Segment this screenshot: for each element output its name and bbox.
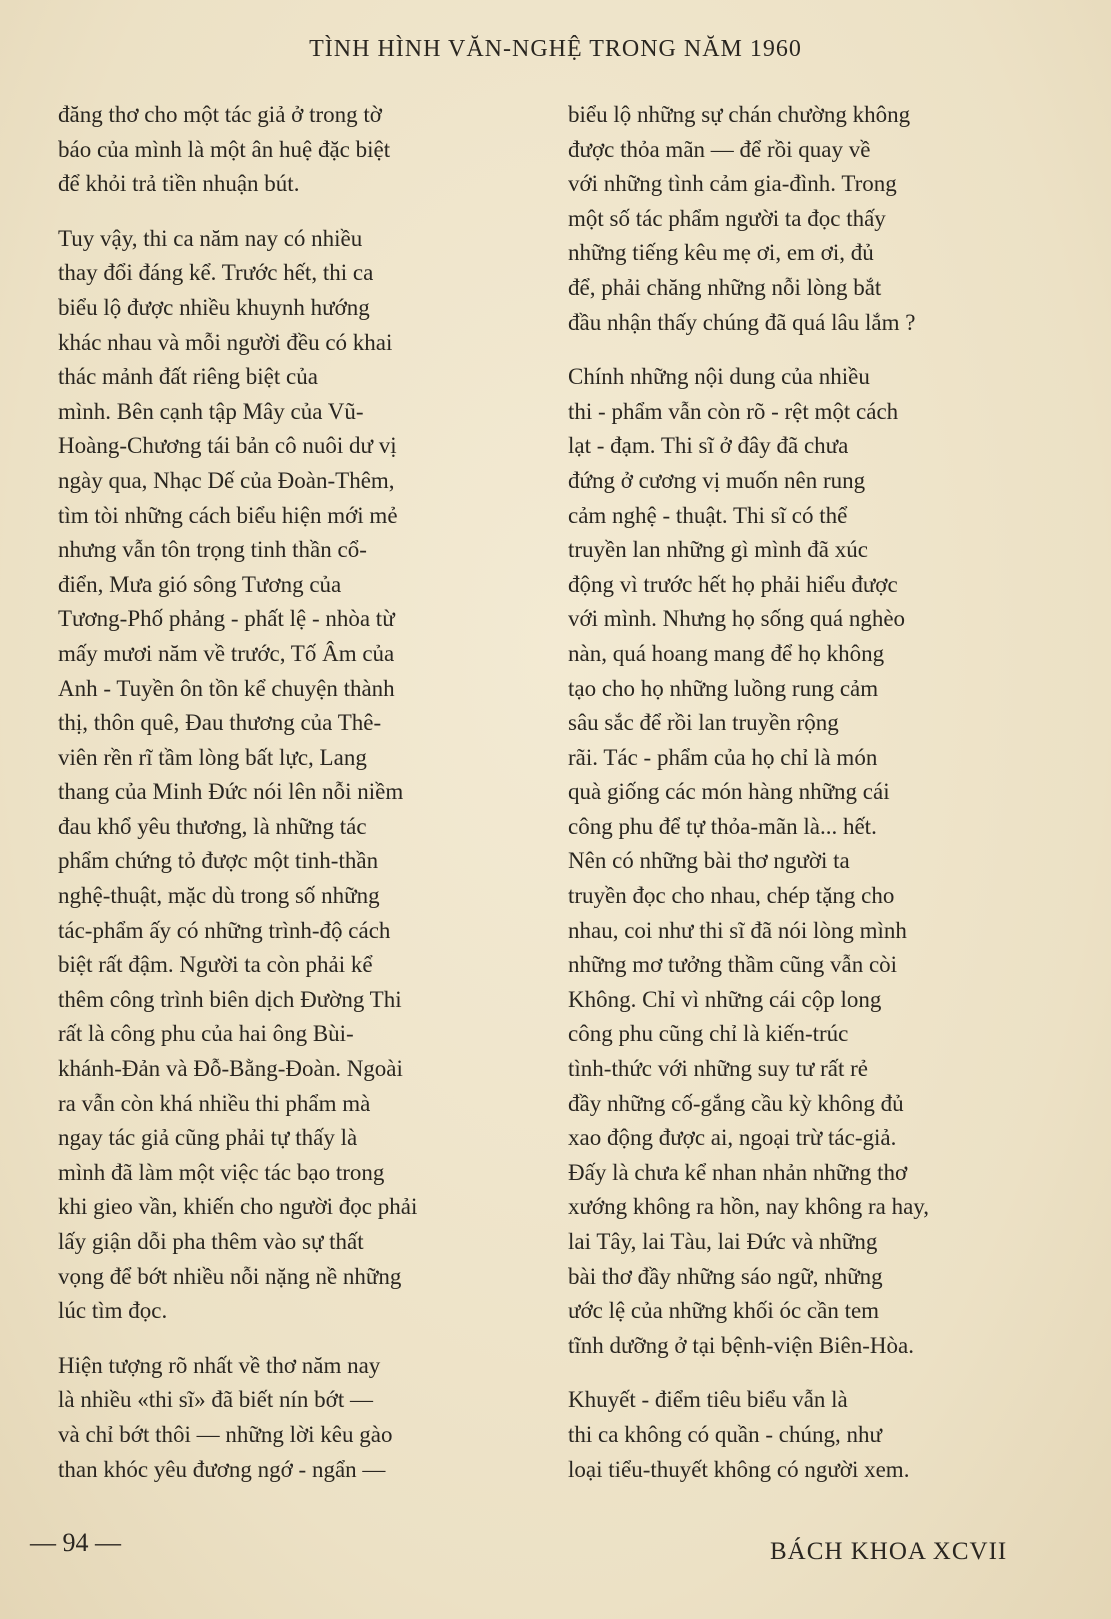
text-line: nghệ-thuật, mặc dù trong số những xyxy=(58,883,380,909)
text-line: ngay tác giả cũng phải tự thấy là xyxy=(58,1125,358,1151)
text-line: loại tiểu-thuyết không có người xem. xyxy=(568,1456,910,1482)
text-line: Khuyết - điểm tiêu biểu vẫn là xyxy=(568,1387,848,1413)
text-line: cảm nghệ - thuật. Thi sĩ có thể xyxy=(568,502,848,528)
text-line: ra vẫn còn khá nhiều thi phẩm mà xyxy=(58,1090,371,1116)
text-line: khánh-Đản và Đỗ-Bằng-Đoàn. Ngoài xyxy=(58,1056,403,1082)
text-line: thay đổi đáng kể. Trước hết, thi ca xyxy=(58,260,374,286)
text-line: bài thơ đầy những sáo ngữ, những xyxy=(568,1263,883,1289)
text-line: với mình. Nhưng họ sống quá nghèo xyxy=(568,606,906,632)
text-line: Không. Chỉ vì những cái cộp long xyxy=(568,986,882,1012)
text-line: rất là công phu của hai ông Bùi- xyxy=(58,1021,354,1047)
text-line: Đấy là chưa kể nhan nhản những thơ xyxy=(568,1159,908,1185)
text-line: Chính những nội dung của nhiều xyxy=(568,364,870,390)
paragraph xyxy=(58,1349,520,1487)
text-line: truyền lan những gì mình đã xúc xyxy=(568,537,868,563)
text-line: biểu lộ những sự chán chường không xyxy=(568,102,911,127)
text-line: ước lệ của những khối óc cần tem xyxy=(568,1298,880,1324)
text-line: lạt - đạm. Thi sĩ ở đây đã chưa xyxy=(568,433,849,459)
text-line: tìm tòi những cách biểu hiện mới mẻ xyxy=(58,502,398,528)
text-line: thị, thôn quê, Đau thương của Thê- xyxy=(58,710,382,736)
text-line: thác mảnh đất riêng biệt của xyxy=(58,364,318,390)
text-line: Hiện tượng rõ nhất về thơ năm nay xyxy=(58,1352,381,1378)
text-line: rãi. Tác - phẩm của họ chỉ là món xyxy=(568,744,878,770)
right-column xyxy=(568,98,1056,1507)
text-line: vọng để bớt nhiều nỗi nặng nề những xyxy=(58,1263,402,1289)
text-line: Tuy vậy, thi ca năm nay có nhiều xyxy=(58,225,363,251)
text-line: thi - phẩm vẫn còn rõ - rệt một cách xyxy=(568,398,899,424)
text-line: biểu lộ được nhiều khuynh hướng xyxy=(58,294,370,320)
text-line: Anh - Tuyền ôn tồn kể chuyện thành xyxy=(58,675,395,701)
text-line: ngày qua, Nhạc Dế của Đoàn-Thêm, xyxy=(58,467,395,493)
text-line: nàn, quá hoang mang để họ không xyxy=(568,640,885,666)
text-line: nhau, coi như thi sĩ đã nói lòng mình xyxy=(568,917,907,943)
text-line: khác nhau và mỗi người đều có khai xyxy=(58,329,393,355)
text-line: thi ca không có quần - chúng, như xyxy=(568,1421,882,1447)
text-line: lai Tây, lai Tàu, lai Đức và những xyxy=(568,1229,878,1254)
text-line: và chỉ bớt thôi — những lời kêu gào xyxy=(58,1421,393,1447)
text-line: để khỏi trả tiền nhuận bút. xyxy=(58,171,300,197)
text-line: lúc tìm đọc. xyxy=(58,1298,168,1324)
text-line: điển, Mưa gió sông Tương của xyxy=(58,571,342,597)
text-line: báo của mình là một ân huệ đặc biệt xyxy=(58,136,391,162)
paragraph xyxy=(568,360,1056,1363)
paragraph xyxy=(58,222,520,1329)
text-line: công phu để tự thỏa-mãn là... hết. xyxy=(568,813,877,839)
text-line: truyền đọc cho nhau, chép tặng cho xyxy=(568,883,895,909)
text-line: phẩm chứng tỏ được một tinh-thần xyxy=(58,848,379,874)
text-line: được thỏa mãn — để rồi quay về xyxy=(568,136,871,162)
left-column xyxy=(58,98,520,1507)
text-line: tạo cho họ những luồng rung cảm xyxy=(568,675,879,701)
publication-footer: BÁCH KHOA XCVII xyxy=(770,1538,1008,1565)
text-line: tình-thức với những suy tư rất rẻ xyxy=(568,1056,868,1082)
text-line: những tiếng kêu mẹ ơi, em ơi, đủ xyxy=(568,240,874,266)
text-line: để, phải chăng những nỗi lòng bắt xyxy=(568,274,882,300)
text-line: lấy giận dỗi pha thêm vào sự thất xyxy=(58,1229,364,1254)
text-line: thêm công trình biên dịch Đường Thi xyxy=(58,986,402,1012)
text-line: khi gieo vần, khiến cho người đọc phải xyxy=(58,1194,418,1220)
text-line: xướng không ra hồn, nay không ra hay, xyxy=(568,1194,930,1220)
text-line: tác-phẩm ấy có những trình-độ cách xyxy=(58,917,391,943)
text-line: đầy những cố-gắng cầu kỳ không đủ xyxy=(568,1090,904,1116)
text-line: đau khổ yêu thương, là những tác xyxy=(58,813,367,839)
text-line: mình. Bên cạnh tập Mây của Vũ- xyxy=(58,398,364,424)
text-line: đăng thơ cho một tác giả ở trong tờ xyxy=(58,102,382,127)
text-line: than khóc yêu đương ngớ - ngẩn — xyxy=(58,1456,386,1482)
text-line: viên rền rĩ tầm lòng bất lực, Lang xyxy=(58,744,367,770)
text-line: đứng ở cương vị muốn nên rung xyxy=(568,467,866,493)
page-number: — 94 — xyxy=(30,1528,121,1557)
text-line: Tương-Phố phảng - phất lệ - nhòa từ xyxy=(58,606,395,632)
text-line: với những tình cảm gia-đình. Trong xyxy=(568,171,897,197)
paragraph xyxy=(58,98,520,202)
text-line: công phu cũng chỉ là kiến-trúc xyxy=(568,1021,849,1047)
text-line: sâu sắc để rồi lan truyền rộng xyxy=(568,710,839,736)
text-line: một số tác phẩm người ta đọc thấy xyxy=(568,205,886,231)
text-line: thang của Minh Đức nói lên nỗi niềm xyxy=(58,779,404,805)
paragraph xyxy=(568,1383,1056,1487)
text-line: Hoàng-Chương tái bản cô nuôi dư vị xyxy=(58,433,397,459)
text-line: mấy mươi năm về trước, Tố Âm của xyxy=(58,640,395,666)
text-line: những mơ tưởng thầm cũng vẫn còi xyxy=(568,952,898,978)
text-line: xao động được ai, ngoại trừ tác-giả. xyxy=(568,1125,897,1151)
text-line: mình đã làm một việc tác bạo trong xyxy=(58,1159,385,1185)
text-line: quà giống các món hàng những cái xyxy=(568,779,890,805)
paragraph xyxy=(568,98,1056,340)
text-line: biệt rất đậm. Người ta còn phải kể xyxy=(58,952,373,978)
text-line: là nhiều «thi sĩ» đã biết nín bớt — xyxy=(58,1387,373,1413)
text-line: tĩnh dưỡng ở tại bệnh-viện Biên-Hòa. xyxy=(568,1332,914,1358)
text-line: đầu nhận thấy chúng đã quá lâu lắm ? xyxy=(568,309,916,335)
text-line: Nên có những bài thơ người ta xyxy=(568,848,850,874)
running-header: TÌNH HÌNH VĂN-NGHỆ TRONG NĂM 1960 xyxy=(309,36,802,62)
text-line: nhưng vẫn tôn trọng tinh thần cổ- xyxy=(58,537,367,563)
text-line: động vì trước hết họ phải hiểu được xyxy=(568,571,898,597)
